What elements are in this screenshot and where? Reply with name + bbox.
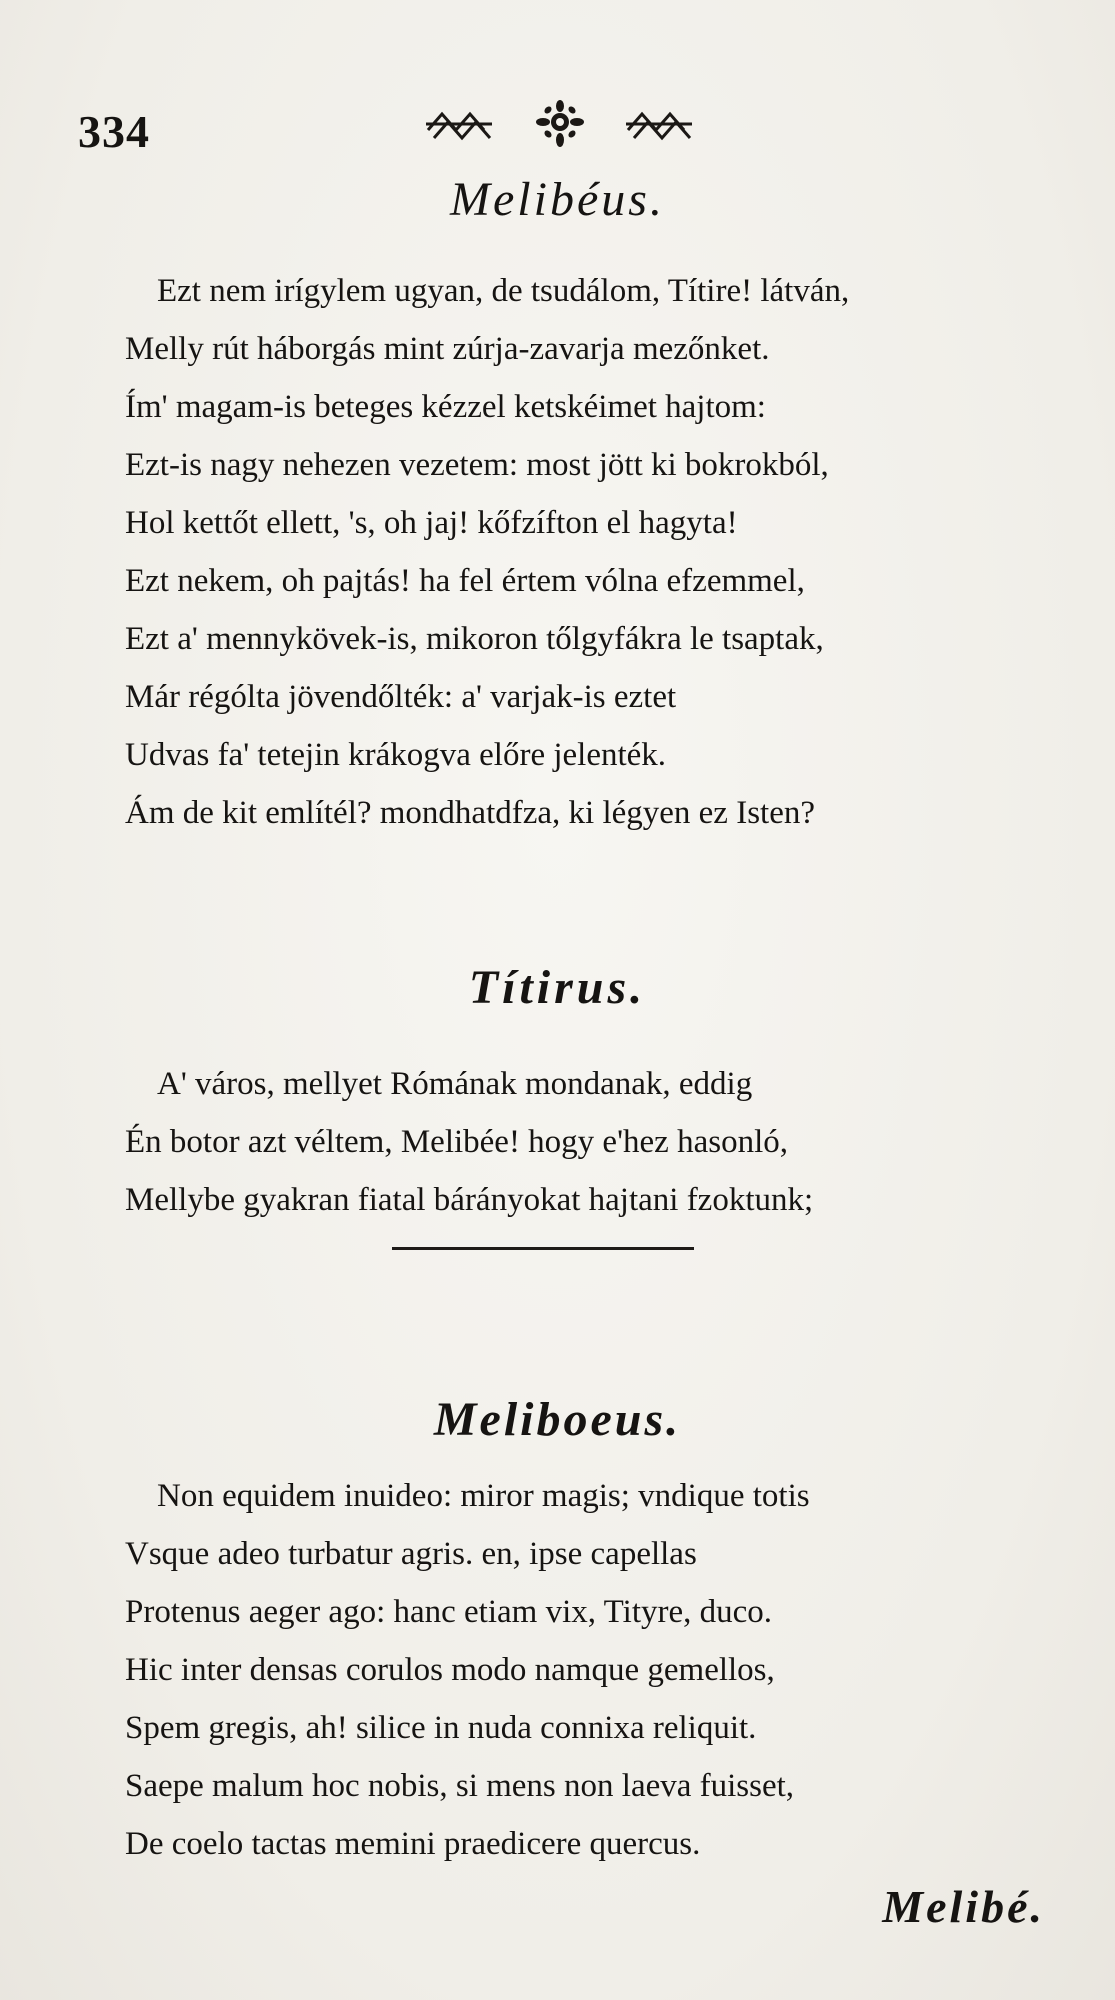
verse-line: Spem gregis, ah! silice in nuda connixa reliquit. bbox=[125, 1710, 757, 1746]
section-heading-meliboeus: Meliboeus. bbox=[433, 1393, 682, 1446]
page-number: 334 bbox=[78, 106, 150, 157]
verse-block-meliboeus bbox=[125, 1467, 1055, 1873]
verse-line: Én botor azt véltem, Melibée! hogy e'hez hasonló, bbox=[125, 1124, 788, 1160]
floral-ornament-icon bbox=[420, 100, 700, 150]
verse-line: Melly rút háborgás mint zúrja-zavarja mezőnket. bbox=[125, 331, 770, 367]
section-divider-rule bbox=[392, 1247, 694, 1250]
verse-line: Non equidem inuideo: miror magis; vndique totis bbox=[157, 1478, 810, 1514]
verse-line: Saepe malum hoc nobis, si mens non laeva fuisset, bbox=[125, 1768, 795, 1804]
verse-line: De coelo tactas memini praedicere quercus. bbox=[125, 1826, 701, 1862]
verse-line: Ám de kit említél? mondhatdfza, ki légyen ez Isten? bbox=[125, 795, 816, 831]
verse-line: Ezt nekem, oh pajtás! ha fel értem vólna efzemmel, bbox=[125, 563, 805, 599]
verse-line: Ím' magam-is beteges kézzel ketskéimet hajtom: bbox=[125, 389, 766, 425]
verse-line: Ezt-is nagy nehezen vezetem: most jött ki bokrokból, bbox=[125, 447, 829, 483]
verse-line: Udvas fa' tetejin krákogva előre jelenték. bbox=[125, 737, 667, 773]
verse-line: A' város, mellyet Rómának mondanak, eddig bbox=[157, 1066, 753, 1102]
verse-block-melibeus bbox=[125, 262, 1055, 842]
verse-line: Protenus aeger ago: hanc etiam vix, Tityre, duco. bbox=[125, 1594, 773, 1630]
catchword: Melibé. bbox=[882, 1881, 1045, 1932]
verse-block-titirus bbox=[125, 1055, 1055, 1229]
section-heading-melibeus: Melibéus. bbox=[450, 173, 665, 226]
verse-line: Már régólta jövendőlték: a' varjak-is eztet bbox=[125, 679, 677, 715]
verse-line: Hol kettőt ellett, 's, oh jaj! kőfzífton el hagyta! bbox=[125, 505, 738, 541]
section-heading-titirus: Títirus. bbox=[468, 961, 647, 1014]
verse-line: Hic inter densas corulos modo namque gemellos, bbox=[125, 1652, 775, 1688]
verse-line: Vsque adeo turbatur agris. en, ipse capellas bbox=[125, 1536, 697, 1572]
verse-line: Ezt nem irígylem ugyan, de tsudálom, Títire! látván, bbox=[157, 273, 850, 309]
verse-line: Ezt a' mennykövek-is, mikoron tőlgyfákra le tsaptak, bbox=[125, 621, 824, 657]
verse-line: Mellybe gyakran fiatal bárányokat hajtani fzoktunk; bbox=[125, 1182, 814, 1218]
